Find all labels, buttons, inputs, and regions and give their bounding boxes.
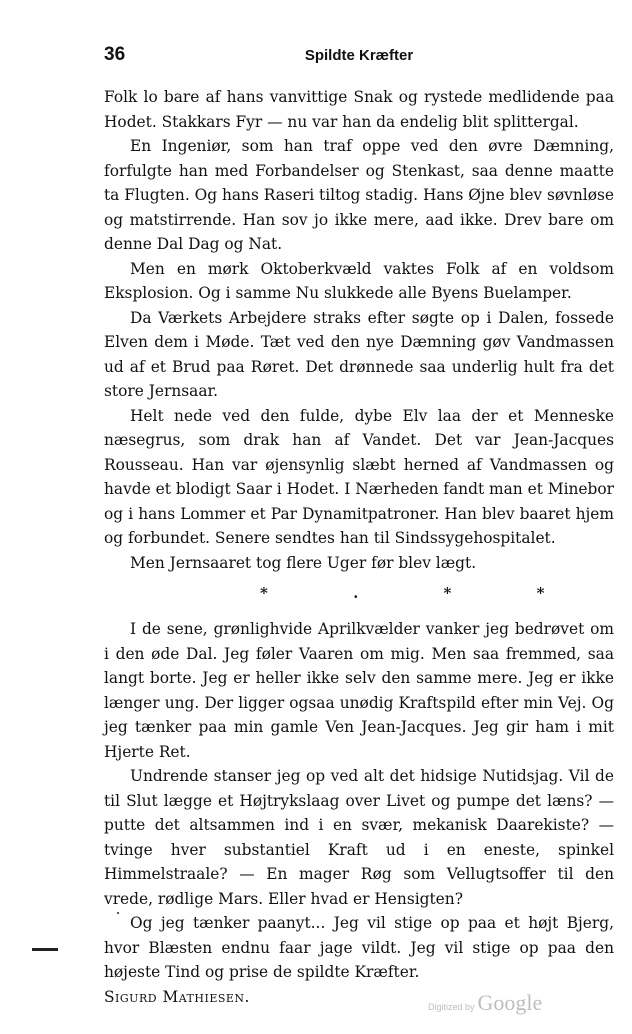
page-speck: [117, 912, 119, 914]
paragraph: I de sene, grønlighvide Aprilkvælder vanker jeg bedrøvet om i den øde Dal. Jeg føler Vaaren om mig. Men saa fremmed, saa langt borte. Jeg er heller ikke selv den samme mere. Jeg er ikke længer ung. Der ligger ogsaa unødig Kraftspild efter min Vej. Og jeg tænker paa min gamle Ven Jean-Jacques. Jeg gir ham i mit Hjerte Ret.: [104, 620, 614, 761]
separator-text: * . * *: [260, 584, 585, 602]
watermark-brand: Google: [477, 990, 543, 1015]
body-text: [104, 85, 614, 1009]
section-separator: [104, 575, 614, 617]
paragraph: Og jeg tænker paanyt... Jeg vil stige op paa et højt Bjerg, hvor Blæsten endnu faar jage vildt. Jeg vil stige op paa den højeste Tind og prise de spildte Kræfter.: [104, 914, 614, 981]
paragraph: Men Jernsaaret tog flere Uger før blev lægt.: [130, 553, 477, 572]
paragraph: Undrende stanser jeg op ved alt det hidsige Nutidsjag. Vil de til Slut lægge et Højtrykslaag over Livet og pumpe det læns? — putte det altsammen ind i en svær, mekanisk Daarekiste? — tvinge hver substantiel Kraft ud i en eneste, spinkel Himmelstraale? — En mager Røg som Vellugtsoffer til den vrede, rødlige Mars. Eller hvad er Hensigten?: [104, 767, 614, 908]
watermark-prefix: Digitized by: [428, 1002, 475, 1012]
page-header: [104, 44, 614, 68]
paragraph: En Ingeniør, som han traf oppe ved den øvre Dæmning, forfulgte han med Forbandelser og Stenkast, saa denne maatte ta Flugten. Og hans Raseri tiltog stadig. Hans Øjne blev søvnløse og matstirrende. Han sov jo ikke mere, aad ikke. Drev bare om denne Dal Dag og Nat.: [104, 137, 614, 253]
digitized-watermark: [428, 990, 542, 1016]
paragraph: Men en mørk Oktoberkvæld vaktes Folk af en voldsom Eksplosion. Og i samme Nu slukkede alle Byens Buelamper.: [104, 259, 614, 302]
paragraph: Helt nede ved den fulde, dybe Elv laa der et Menneske næsegrus, som drak han af Vandet. Det var Jean-Jacques Rousseau. Han var øjensynlig slæbt herned af Vandmassen og havde et blodigt Saar i Hodet. I Nærheden fandt man et Minebor og i hans Lommer et Par Dynamitpatroner. Han blev baaret hjem og forbundet. Senere sendtes han til Sindssygehospitalet.: [104, 406, 614, 547]
author-signature: Sigurd Mathiesen.: [104, 987, 250, 1006]
page-number: 36: [104, 44, 126, 65]
running-title: Spildte Kræfter: [304, 47, 414, 64]
paragraph: Folk lo bare af hans vanvittige Snak og rystede medlidende paa Hodet. Stakkars Fyr — nu var han da endelig blit splittergal.: [104, 88, 614, 131]
margin-mark: [32, 948, 58, 951]
paragraph: Da Værkets Arbejdere straks efter søgte op i Dalen, fossede Elven dem i Møde. Tæt ved den nye Dæmning gøv Vandmassen ud af et Brud paa Røret. Det drønnede saa underlig hult fra det store Jernsaar.: [104, 308, 614, 400]
